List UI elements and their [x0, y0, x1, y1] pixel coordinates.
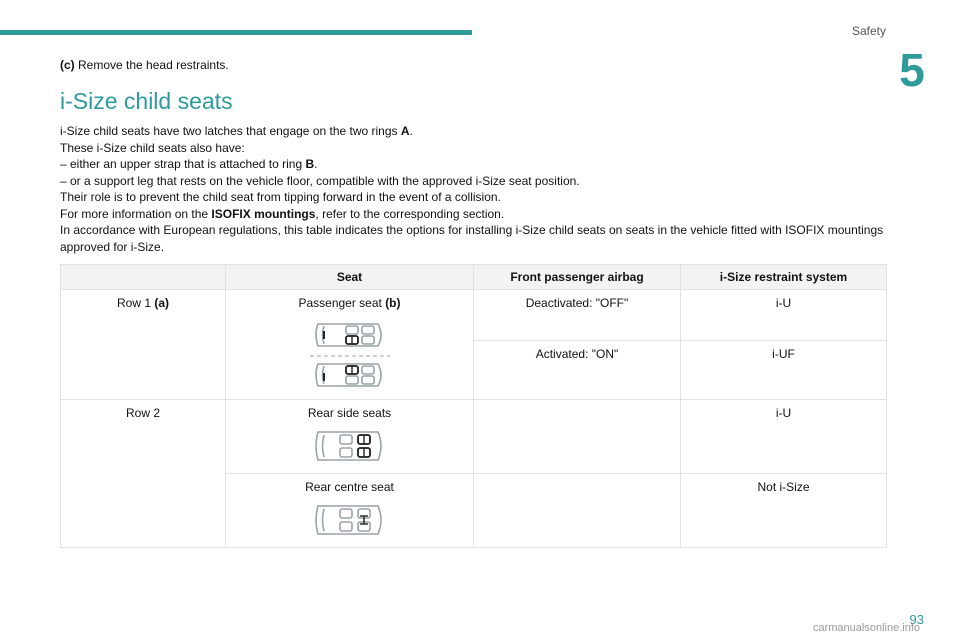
- step-c: [60, 58, 886, 72]
- paragraph-rings: i-Size child seats have two latches that engage on the two rings A.: [60, 124, 413, 138]
- row1-airbag-off: Deactivated: "OFF": [474, 290, 681, 341]
- header-empty: [61, 265, 226, 290]
- page-content: [60, 58, 886, 548]
- row2-side-airbag: [474, 400, 681, 474]
- header-accent-bar: [0, 30, 472, 35]
- row1-airbag-on: Activated: "ON": [474, 341, 681, 400]
- table-row: [61, 400, 887, 474]
- step-marker: (c): [60, 58, 75, 72]
- paragraph-also-have: These i-Size child seats also have:: [60, 140, 245, 155]
- row1-restraint-off: i-U: [681, 290, 887, 341]
- row2-label: Row 2: [61, 400, 226, 548]
- step-text: Remove the head restraints.: [78, 58, 229, 72]
- page-title: i-Size child seats: [60, 88, 233, 114]
- car-seat-passenger-front-icon: [310, 316, 390, 396]
- header-restraint: i-Size restraint system: [681, 265, 887, 290]
- row2-centre-airbag: [474, 474, 681, 548]
- paragraph-role: Their role is to prevent the child seat from tipping forward in the event of a collision.: [60, 190, 501, 204]
- paragraph-regulations: In accordance with European regulations, this table indicates the options for installing i-Size child seats on seats in the vehicle fitted with ISOFIX mountings approved for i-Size.: [60, 223, 884, 254]
- page-number: 93: [909, 612, 924, 627]
- row1-restraint-on: i-UF: [681, 341, 887, 400]
- paragraph-more-info: For more information on the ISOFIX mountings, refer to the corresponding section.: [60, 206, 505, 221]
- car-seat-rear-side-icon: [310, 426, 390, 466]
- table-row: [61, 290, 887, 341]
- table-header-row: [61, 265, 887, 290]
- row1-seat: Passenger seat (b): [226, 290, 474, 400]
- row1-label: Row 1 (a): [61, 290, 226, 400]
- row2-centre-restraint: Not i-Size: [681, 474, 887, 548]
- paragraph-support-leg: – or a support leg that rests on the vehicle floor, compatible with the approved i-Size seat position.: [60, 173, 580, 188]
- header-seat: Seat: [226, 265, 474, 290]
- header-airbag: Front passenger airbag: [474, 265, 681, 290]
- paragraph-upper-strap: – either an upper strap that is attached to ring B.: [60, 157, 318, 171]
- row2-side-restraint: i-U: [681, 400, 887, 474]
- watermark: carmanualsonline.info: [812, 622, 920, 634]
- chapter-number: 5: [899, 44, 925, 96]
- body-text: [60, 123, 886, 255]
- isize-table: [60, 264, 887, 548]
- row2-centre-seat: Rear centre seat: [226, 474, 474, 548]
- car-seat-rear-centre-icon: [310, 500, 390, 540]
- section-label: Safety: [851, 24, 886, 38]
- row2-side-seat: Rear side seats: [226, 400, 474, 474]
